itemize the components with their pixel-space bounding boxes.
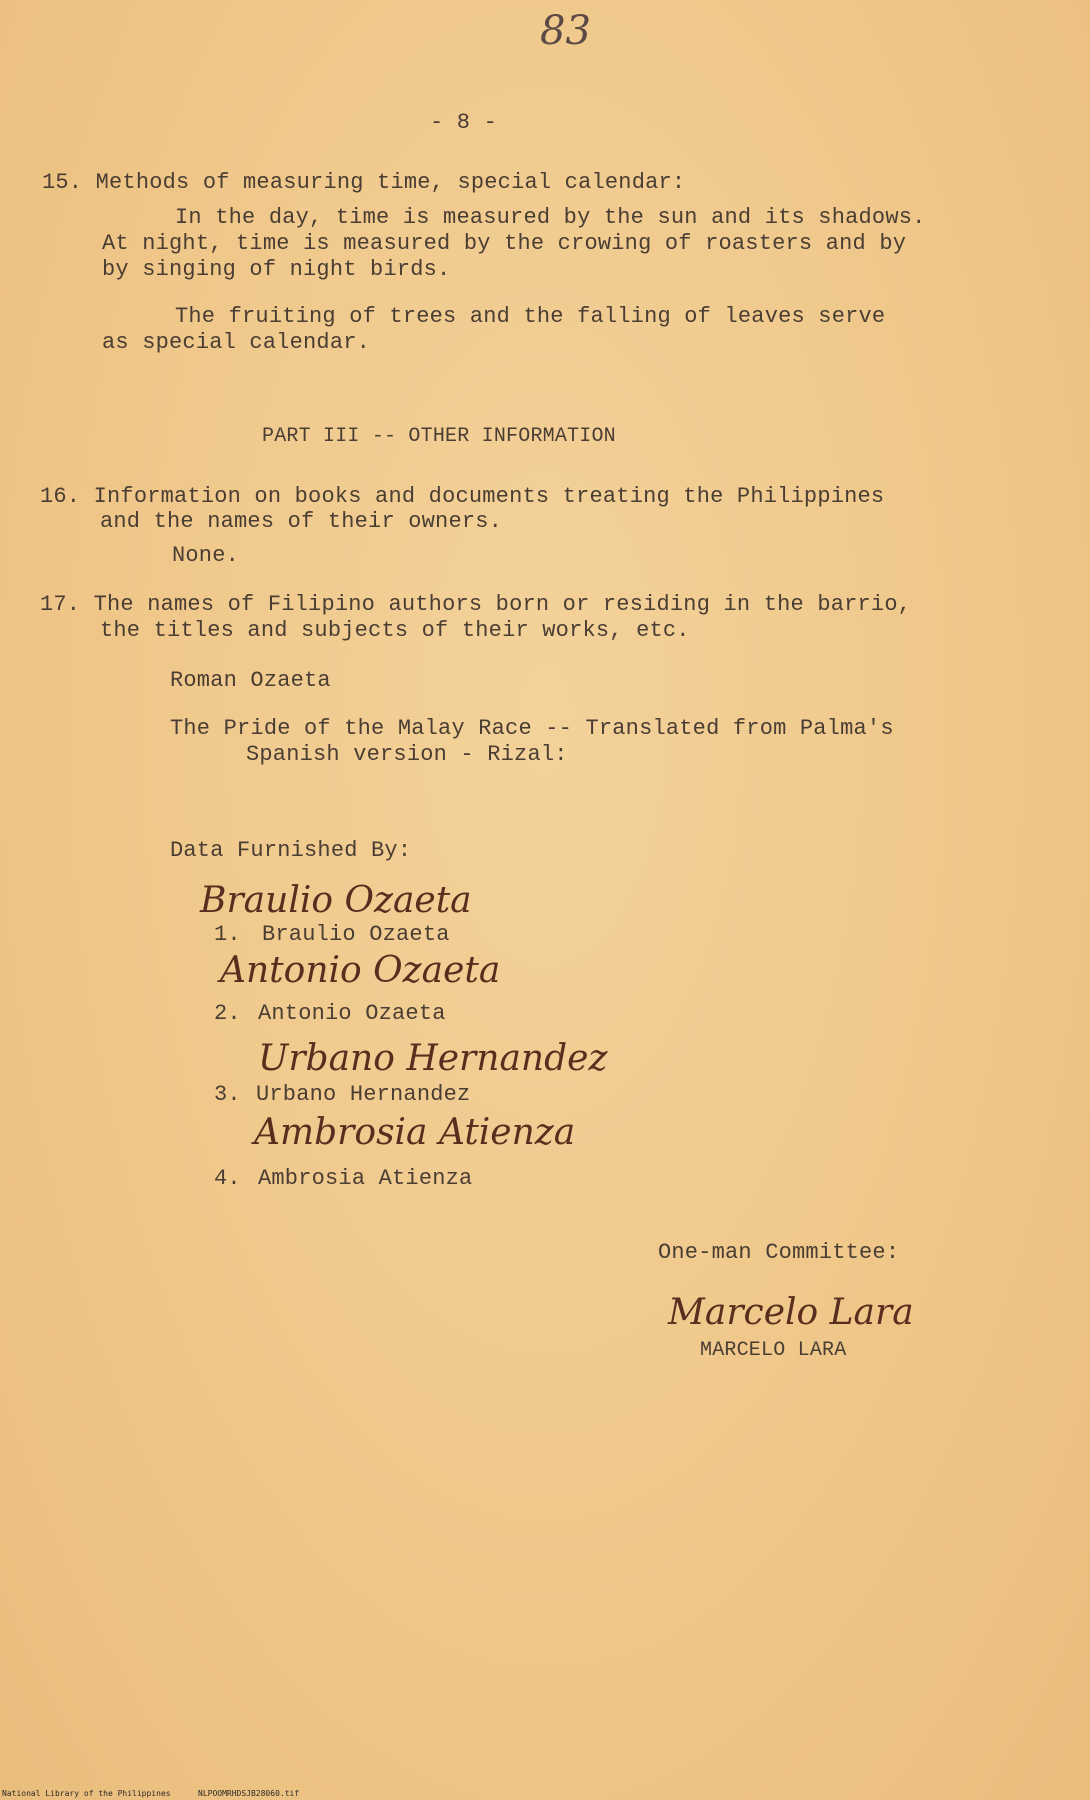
item15-para1-line3: by singing of night birds. — [102, 257, 451, 282]
furnished-by-label: Data Furnished By: — [170, 838, 412, 863]
item17-line2: the titles and subjects of their works, etc. — [100, 618, 690, 643]
committee-label: One-man Committee: — [658, 1240, 900, 1265]
signature-antonio: Antonio Ozaeta — [220, 950, 501, 991]
item17-author: Roman Ozaeta — [170, 668, 331, 693]
signature-ambrosia: Ambrosia Atienza — [254, 1112, 576, 1153]
person4-name: Ambrosia Atienza — [258, 1166, 473, 1191]
person1-name: Braulio Ozaeta — [262, 922, 450, 947]
item16-answer: None. — [172, 543, 240, 568]
item16-line2: and the names of their owners. — [100, 509, 503, 534]
person4-number: 4. — [214, 1166, 241, 1191]
part3-heading: PART III -- OTHER INFORMATION — [262, 425, 616, 448]
page-number: - 8 - — [430, 110, 498, 135]
item15-para1-line2: At night, time is measured by the crowing of roasters and by — [102, 231, 907, 256]
person2-number: 2. — [214, 1001, 241, 1026]
person3-name: Urbano Hernandez — [256, 1082, 471, 1107]
item15-para2-line1: The fruiting of trees and the falling of leaves serve — [175, 304, 886, 329]
item15-para2-line2: as special calendar. — [102, 330, 371, 355]
person2-name: Antonio Ozaeta — [258, 1001, 446, 1026]
person3-number: 3. — [214, 1082, 241, 1107]
signature-braulio: Braulio Ozaeta — [200, 880, 472, 921]
item16-line1: 16. Information on books and documents treating the Philippines — [40, 484, 885, 509]
person1-number: 1. — [214, 922, 241, 947]
footer-filename: NLPOOMRHDSJB28060.tif — [198, 1789, 300, 1798]
committee-name: MARCELO LARA — [700, 1339, 847, 1362]
footer-library: National Library of the Philippines — [2, 1789, 171, 1798]
item15-heading: 15. Methods of measuring time, special calendar: — [42, 170, 686, 195]
item17-line1: 17. The names of Filipino authors born or residing in the barrio, — [40, 592, 912, 617]
item15-para1-line1: In the day, time is measured by the sun and its shadows. — [175, 205, 926, 230]
item17-work-line2: Spanish version - Rizal: — [246, 742, 568, 767]
handwritten-page-number: 83 — [540, 8, 591, 54]
signature-urbano: Urbano Hernandez — [258, 1038, 608, 1079]
signature-marcelo: Marcelo Lara — [668, 1292, 914, 1333]
item17-work-line1: The Pride of the Malay Race -- Translated from Palma's — [170, 716, 894, 741]
